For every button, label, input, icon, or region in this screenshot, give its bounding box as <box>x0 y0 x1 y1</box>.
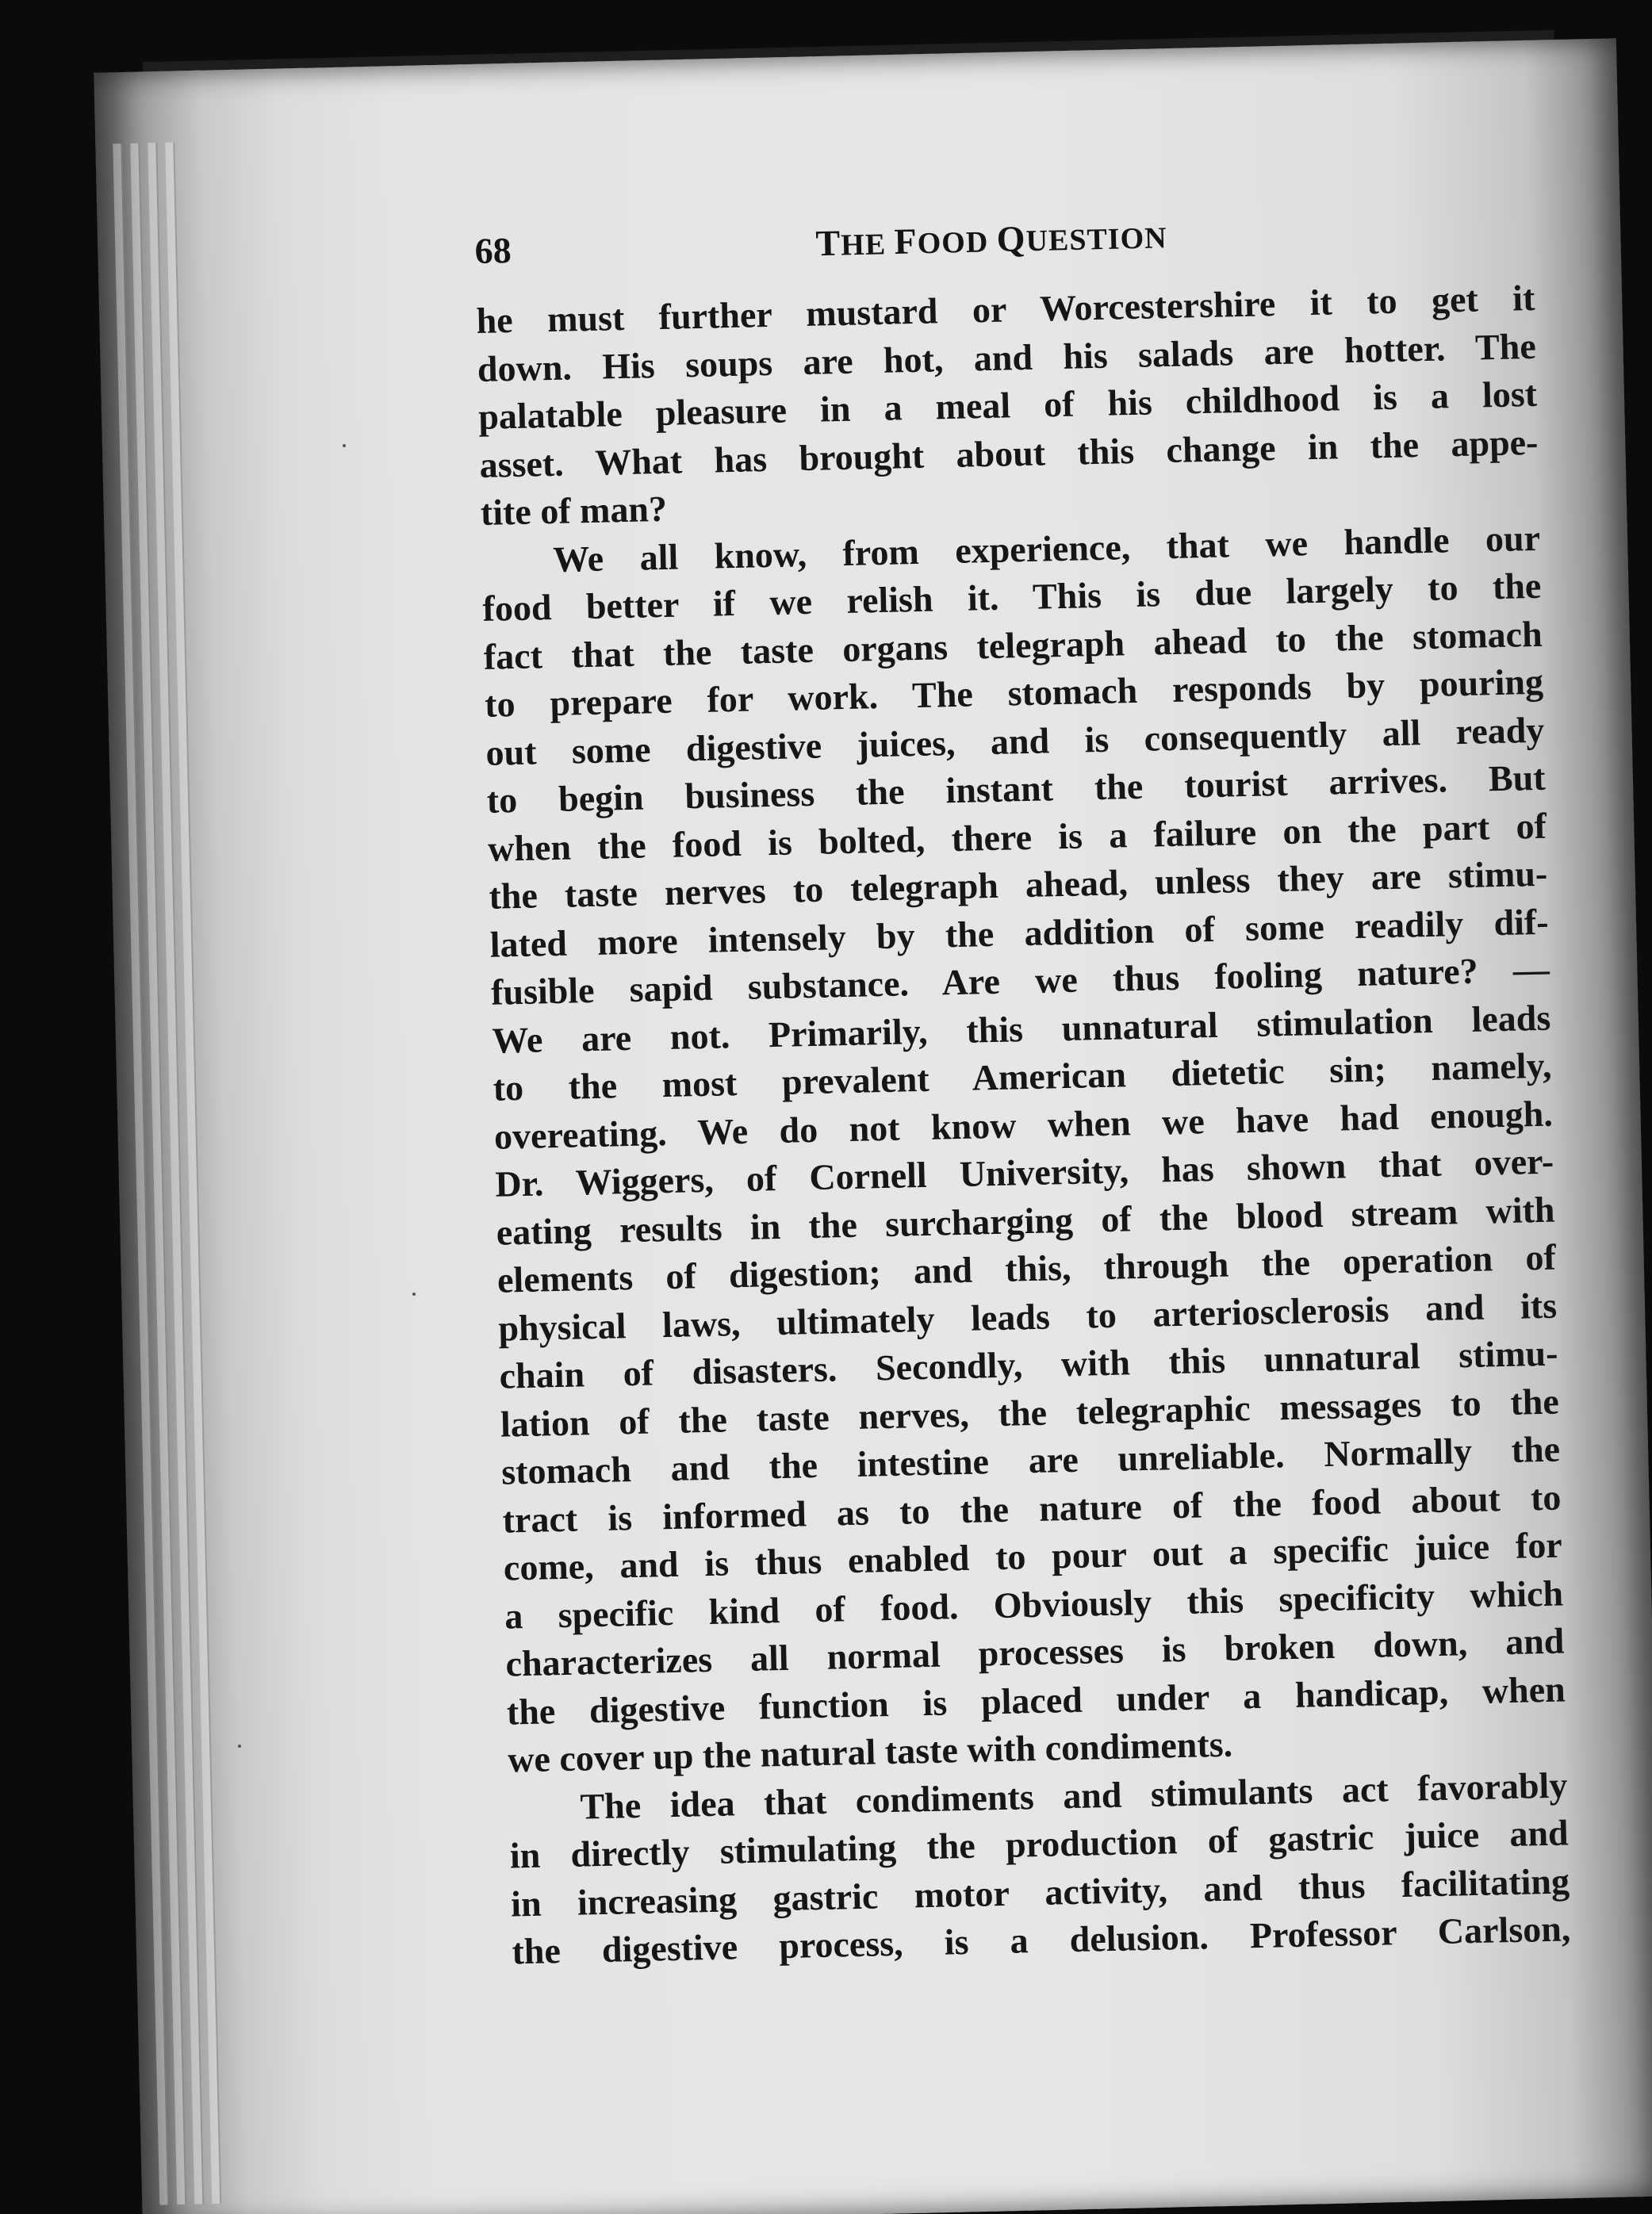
text-line: to begin business the instant the tourist arrives. But <box>486 757 1547 821</box>
page-number: 68 <box>474 229 512 271</box>
text-line: eating results in the surcharging of the blood stream with <box>496 1189 1555 1253</box>
running-title: THE FOOD QUESTION <box>815 218 1168 264</box>
text-line: Dr. Wiggers, of Cornell University, has shown that over- <box>494 1140 1554 1205</box>
text-line: fusible sapid substance. Are we thus fooling nature? — <box>490 948 1550 1013</box>
text-line: in increasing gastric motor activity, and thus facilitating <box>510 1860 1570 1925</box>
text-line: stomach and the intestine are unreliable. Normally the <box>500 1428 1561 1492</box>
text-line: We are not. Primarily, this unnatural stimulation leads <box>491 997 1551 1061</box>
scan-speck <box>412 1293 416 1296</box>
text-line: fact that the taste organs telegraph ahead to the stomach <box>483 613 1543 677</box>
scan-speck <box>343 444 346 447</box>
text-line: characterizes all normal processes is broken down, and <box>505 1620 1565 1684</box>
scan-speck <box>238 1745 241 1748</box>
text-line: We all know, from experience, that we handle our <box>552 517 1541 580</box>
text-line: chain of disasters. Secondly, with this unnatural stimu- <box>499 1332 1558 1396</box>
text-line: out some digestive juices, and is consequently all ready <box>485 709 1545 773</box>
text-line: he must further mustard or Worcestershire it to get it <box>476 277 1535 341</box>
text-line: to the most prevalent American dietetic sin; namely, <box>493 1044 1552 1109</box>
body-text <box>476 274 1571 1976</box>
text-line: in directly stimulating the production of gastric juice and <box>509 1812 1570 1876</box>
text-line: to prepare for work. The stomach responds by pouring <box>484 661 1544 725</box>
text-line: the digestive process, is a delusion. Professor Carlson, <box>511 1908 1571 1972</box>
text-line: food better if we relish it. This is due largely to the <box>482 565 1542 629</box>
text-line: tite of man? <box>480 488 668 533</box>
text-line: we cover up the natural taste with condiments. <box>507 1723 1233 1780</box>
text-line: down. His soups are hot, and his salads are hotter. The <box>477 325 1537 389</box>
text-line: elements of digestion; and this, through the operation of <box>496 1236 1557 1300</box>
text-line: tract is informed as to the nature of the food about to <box>502 1477 1562 1541</box>
text-line: The idea that condiments and stimulants act favorably <box>579 1764 1568 1827</box>
text-line: come, and is thus enabled to pour out a specific juice for <box>503 1524 1563 1588</box>
text-line: a specific kind of food. Obviously this specificity which <box>504 1572 1564 1637</box>
text-line: lation of the taste nerves, the telegraphic messages to the <box>500 1381 1560 1445</box>
text-line: overeating. We do not know when we have had enough. <box>493 1093 1554 1157</box>
text-line: asset. What has brought about this change in the appe- <box>479 421 1539 485</box>
text-line: physical laws, ultimately leads to arteriosclerosis and its <box>497 1285 1558 1349</box>
text-line: palatable pleasure in a meal of his childhood is a lost <box>477 373 1538 437</box>
text-line: the taste nerves to telegraph ahead, unless they are stimu- <box>488 852 1548 917</box>
text-line: the digestive function is placed under a handicap, when <box>506 1668 1566 1733</box>
text-line: lated more intensely by the addition of some readily dif- <box>489 901 1550 965</box>
text-line: when the food is bolted, there is a failure on the part of <box>487 805 1547 869</box>
